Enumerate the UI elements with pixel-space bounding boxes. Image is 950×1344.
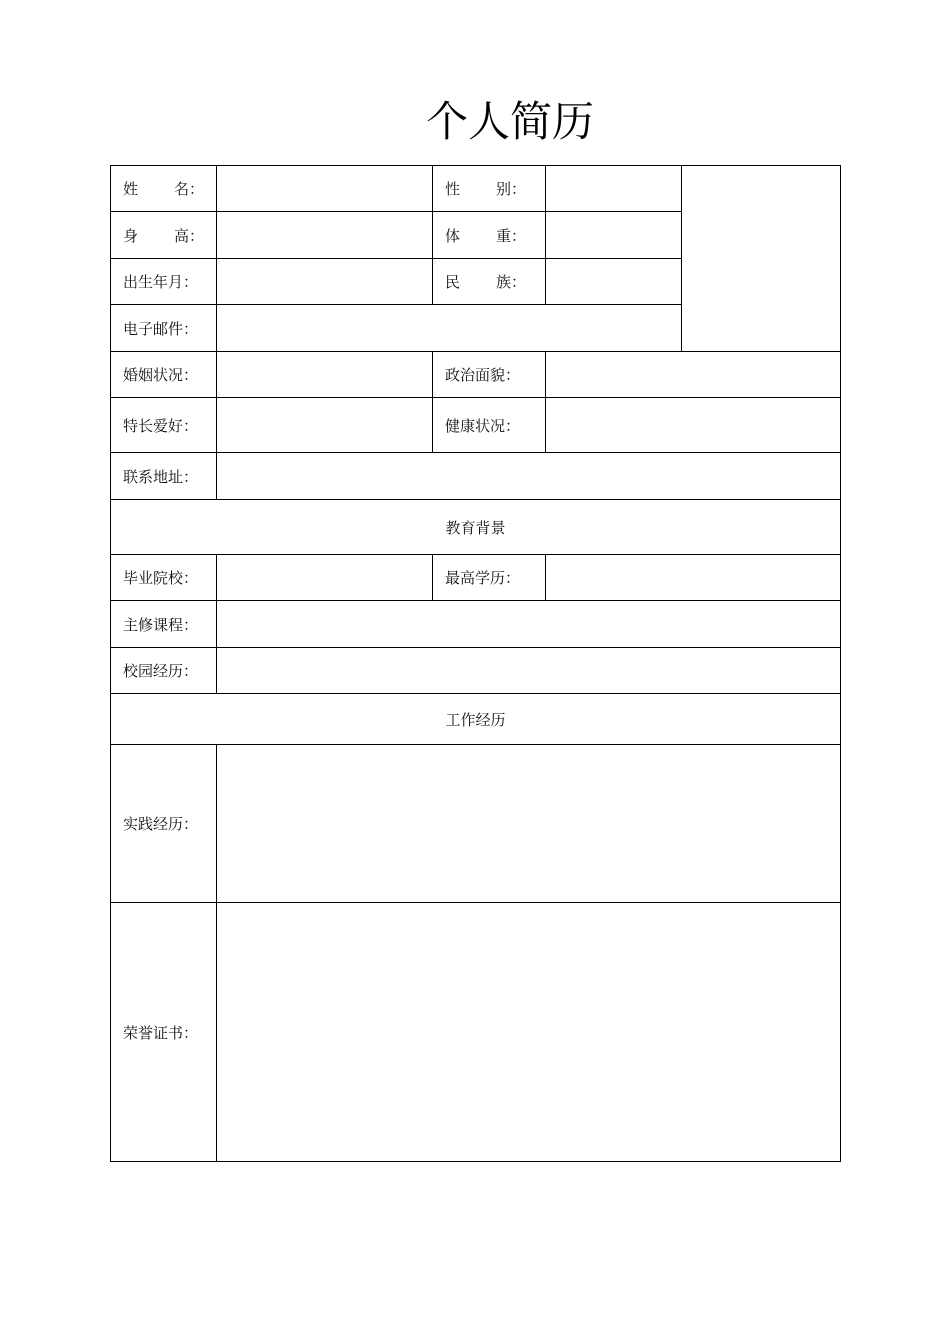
- work-heading: 工作经历: [111, 694, 841, 745]
- label-campus: 校园经历：: [111, 648, 217, 694]
- label-hobby: 特长爱好：: [111, 398, 217, 453]
- label-health: 健康状况：: [433, 398, 546, 453]
- label-name: 姓 名：: [111, 166, 217, 212]
- label-practice: 实践经历：: [111, 745, 217, 903]
- label-honors: 荣誉证书：: [111, 903, 217, 1162]
- row-courses: [111, 601, 841, 648]
- ethnic-field[interactable]: [546, 259, 682, 305]
- row-honors: [111, 903, 841, 1162]
- courses-field[interactable]: [217, 601, 841, 648]
- label-marital: 婚姻状况：: [111, 352, 217, 398]
- label-courses: 主修课程：: [111, 601, 217, 648]
- row-practice: [111, 745, 841, 903]
- weight-field[interactable]: [546, 212, 682, 259]
- label-weight: 体 重：: [433, 212, 546, 259]
- marital-field[interactable]: [217, 352, 433, 398]
- row-name: [111, 166, 841, 212]
- label-ethnic: 民 族：: [433, 259, 546, 305]
- address-field[interactable]: [217, 453, 841, 500]
- row-hobby: [111, 398, 841, 453]
- label-address: 联系地址：: [111, 453, 217, 500]
- practice-field[interactable]: [217, 745, 841, 903]
- gender-field[interactable]: [546, 166, 682, 212]
- honors-field[interactable]: [217, 903, 841, 1162]
- email-field[interactable]: [217, 305, 682, 352]
- hobby-field[interactable]: [217, 398, 433, 453]
- label-degree: 最高学历：: [433, 555, 546, 601]
- degree-field[interactable]: [546, 555, 841, 601]
- row-school: [111, 555, 841, 601]
- label-political: 政治面貌：: [433, 352, 546, 398]
- row-address: [111, 453, 841, 500]
- education-heading: 教育背景: [111, 500, 841, 555]
- campus-field[interactable]: [217, 648, 841, 694]
- resume-table: [110, 165, 841, 1162]
- row-work-heading: [111, 694, 841, 745]
- photo-box[interactable]: [682, 166, 841, 352]
- label-gender: 性 别：: [433, 166, 546, 212]
- health-field[interactable]: [546, 398, 841, 453]
- row-marital: [111, 352, 841, 398]
- label-birth: 出生年月：: [111, 259, 217, 305]
- name-field[interactable]: [217, 166, 433, 212]
- birth-field[interactable]: [217, 259, 433, 305]
- school-field[interactable]: [217, 555, 433, 601]
- row-education-heading: [111, 500, 841, 555]
- height-field[interactable]: [217, 212, 433, 259]
- row-campus: [111, 648, 841, 694]
- label-email: 电子邮件：: [111, 305, 217, 352]
- page-title: 个人简历: [425, 97, 594, 146]
- label-height: 身 高：: [111, 212, 217, 259]
- political-field[interactable]: [546, 352, 841, 398]
- label-school: 毕业院校：: [111, 555, 217, 601]
